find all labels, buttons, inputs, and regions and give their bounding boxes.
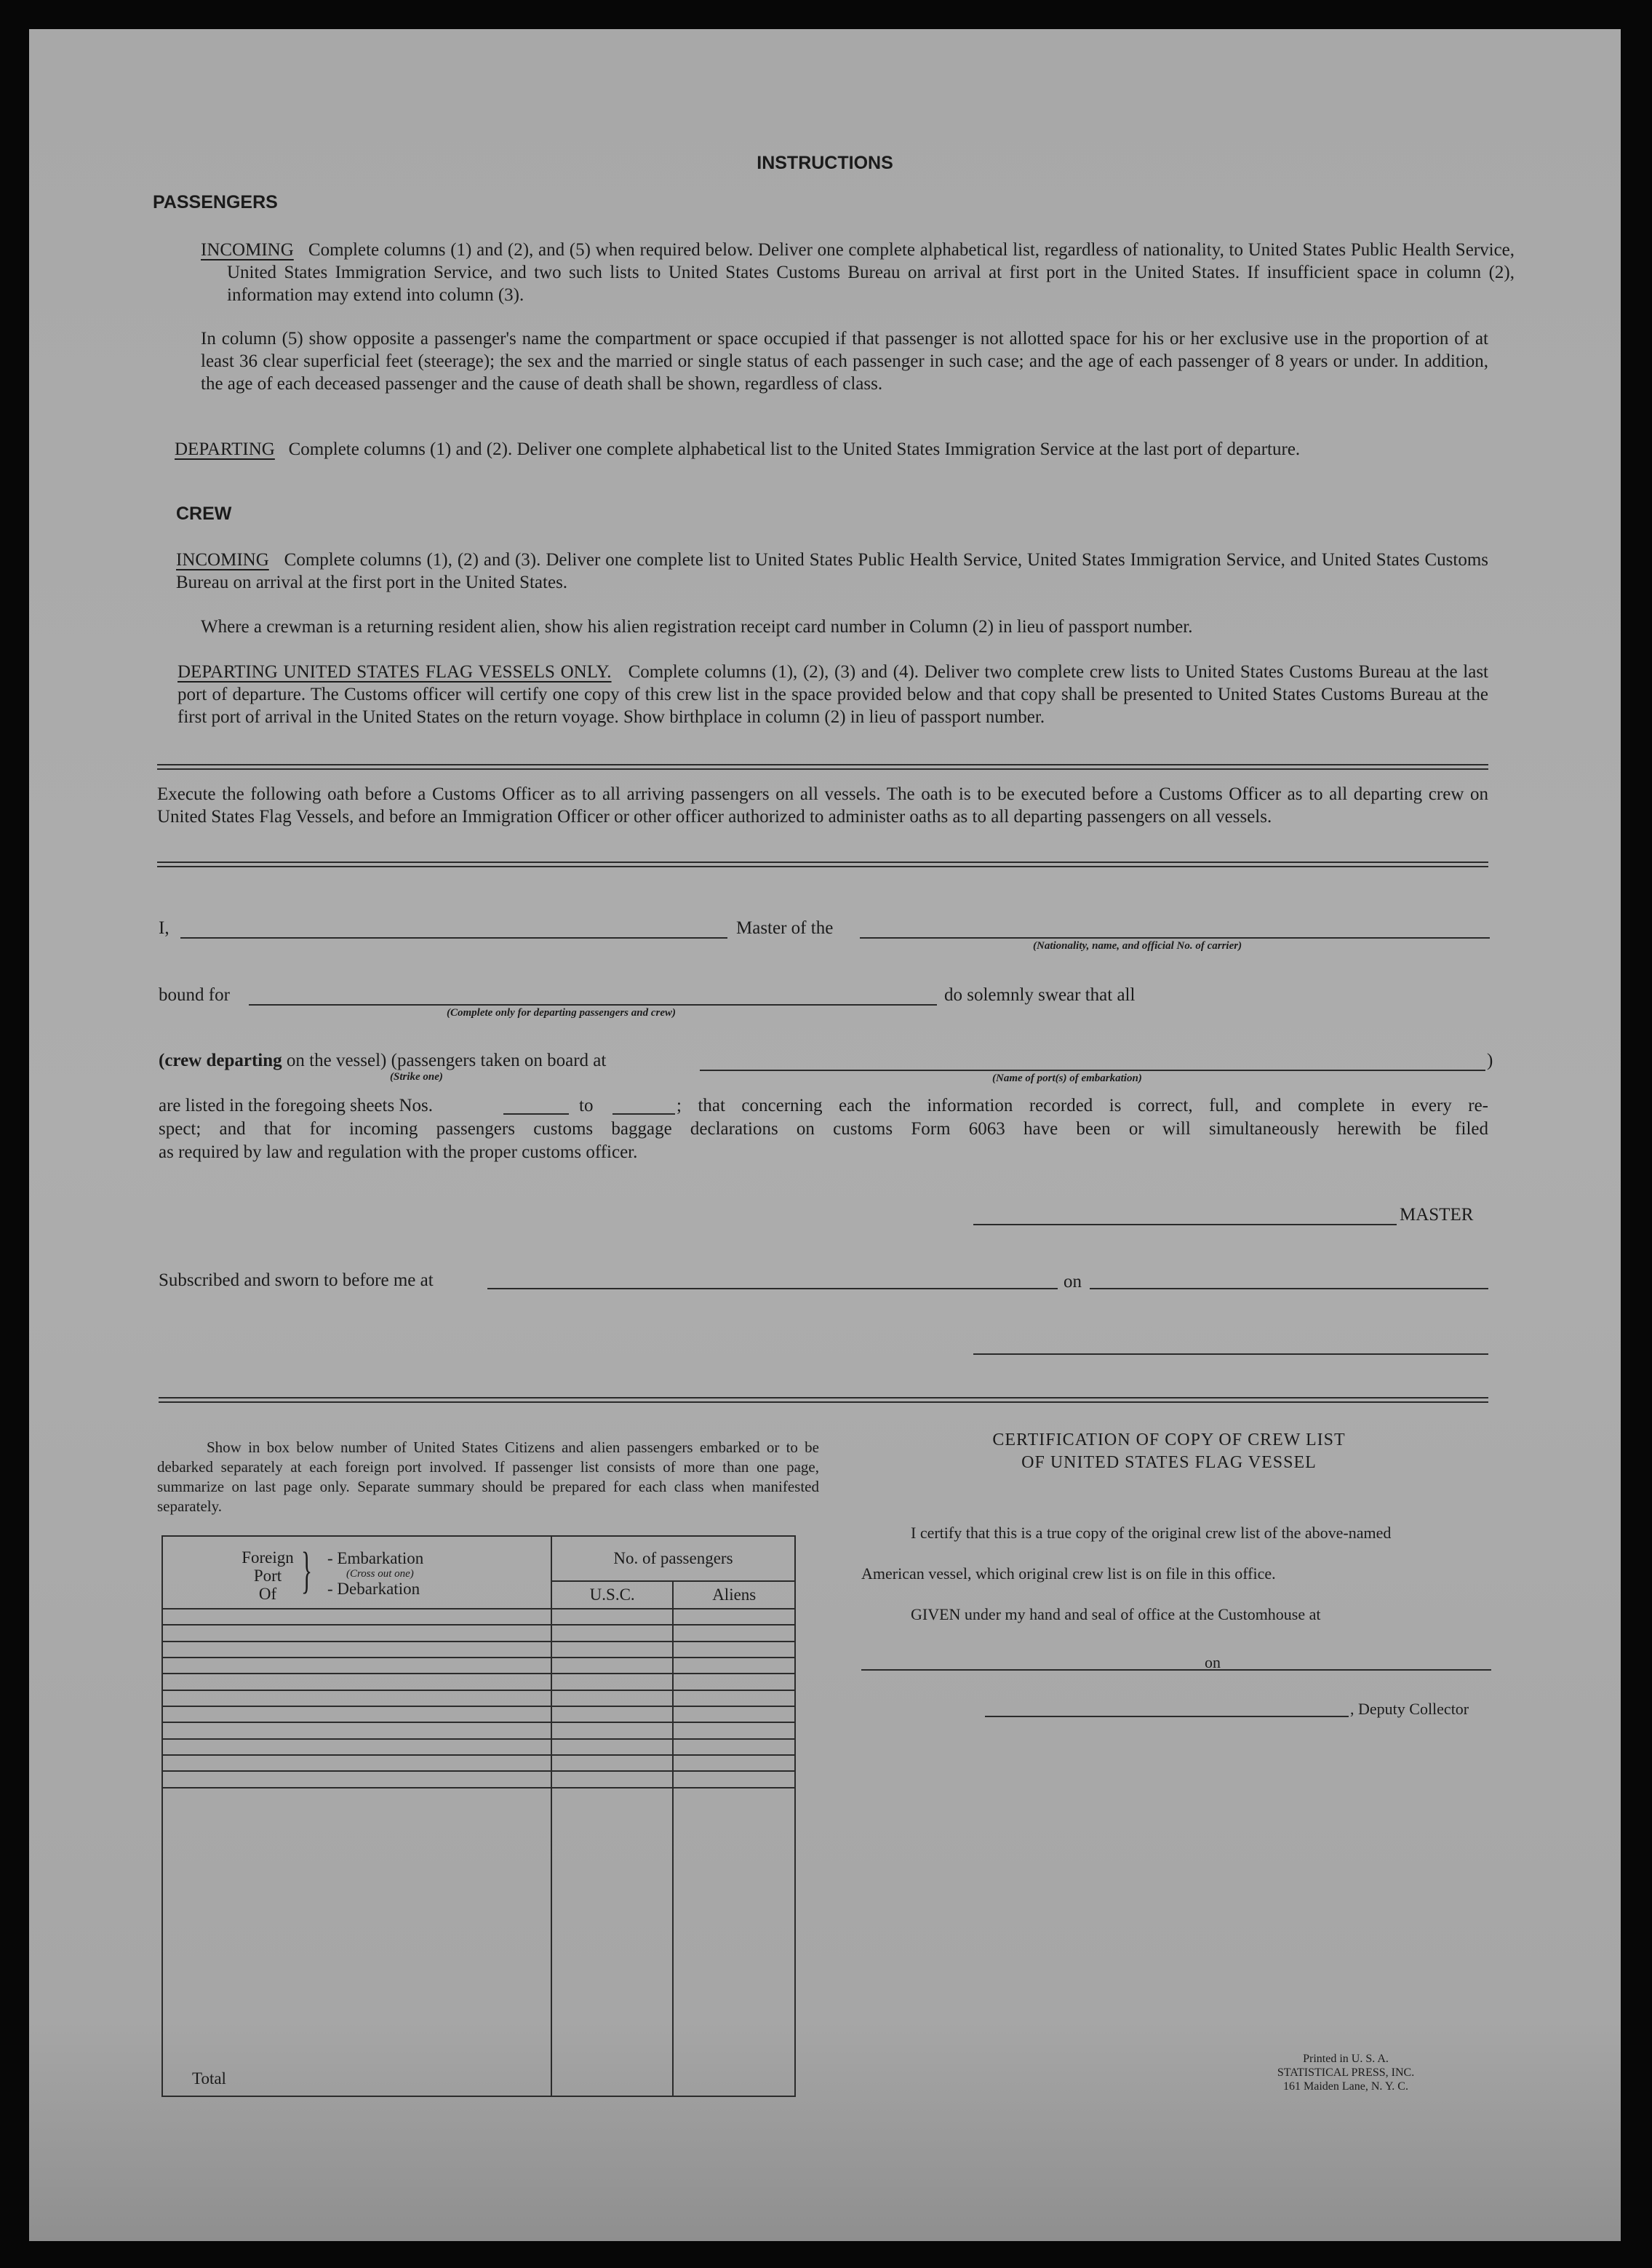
port-label: Port <box>253 1567 282 1585</box>
certification-title <box>889 1429 1449 1474</box>
usc-cell[interactable] <box>551 1658 674 1674</box>
table-row <box>162 1658 795 1674</box>
port-cell[interactable] <box>162 1674 551 1690</box>
oath-line-3: as required by law and regulation with the proper customs officer. <box>159 1142 638 1162</box>
master-signature-line[interactable] <box>973 1224 1397 1225</box>
master-name-line[interactable] <box>180 937 727 939</box>
embarkation-option[interactable]: - Embarkation <box>327 1549 424 1567</box>
master-label: MASTER <box>1400 1205 1474 1225</box>
certification-title-line2: OF UNITED STATES FLAG VESSEL <box>1021 1453 1317 1472</box>
ports-caption: (Name of port(s) of embarkation) <box>992 1073 1142 1084</box>
oath-intro: Execute the following oath before a Customs Officer as to all arriving passengers on all vessels. The oath is to be executed before a Customs Officer as to all departing crew on United States Flag Vessels, and before an Immigration Officer or other officer authorized to administer oaths as to all departing passengers on all vessels. <box>157 784 1488 827</box>
to-label: to <box>579 1096 594 1115</box>
passengers-heading: PASSENGERS <box>153 192 278 212</box>
aliens-cell[interactable] <box>673 1625 795 1641</box>
usc-cell[interactable] <box>551 1625 674 1641</box>
crew-incoming-paragraph <box>176 549 1488 594</box>
crew-incoming-text: Complete columns (1), (2) and (3). Deliver one complete list to United States Public Health Service, United States Immigration Service, and United States Customs Bureau on arrival at the first port in the United States. <box>176 550 1489 592</box>
passengers-incoming-paragraph <box>201 239 1515 306</box>
passengers-departing-paragraph <box>175 438 1488 461</box>
cross-out-caption: (Cross out one) <box>346 1568 414 1580</box>
certification-on-label: on <box>1205 1653 1221 1671</box>
aliens-cell[interactable] <box>673 1609 795 1625</box>
deputy-signature-line[interactable] <box>985 1716 1349 1717</box>
crew-departing-text: Complete columns (1), (2), (3) and (4). Deliver two complete crew lists to United States Customs Bureau at the last port of departure. The Customs officer will certify one copy of this crew list in the space provided below and that copy shall be presented to United States Customs Bureau at the first port of arrival in the United States on the return voyage. Show birthplace in column (2) in lieu of passport number. <box>177 662 1488 727</box>
table-row <box>162 1609 795 1625</box>
divider <box>157 862 1488 867</box>
total-row <box>162 1788 795 2096</box>
aliens-cell[interactable] <box>673 1690 795 1706</box>
usc-cell[interactable] <box>551 1642 674 1658</box>
form-page <box>29 29 1621 2241</box>
aliens-cell[interactable] <box>673 1739 795 1755</box>
printer-imprint <box>1251 2052 1440 2093</box>
close-paren: ) <box>1487 1051 1493 1070</box>
strike-one-caption: (Strike one) <box>390 1071 443 1083</box>
port-cell[interactable] <box>162 1690 551 1706</box>
ports-line[interactable] <box>700 1070 1485 1071</box>
deputy-collector-label: , Deputy Collector <box>1350 1700 1469 1718</box>
certification-text-1: I certify that this is a true copy of the original crew list of the above-named <box>911 1524 1392 1542</box>
header-cell-port <box>162 1536 551 1609</box>
usc-total-cell[interactable] <box>551 1788 674 2096</box>
usc-cell[interactable] <box>551 1706 674 1722</box>
crew-resident-paragraph: Where a crewman is a returning resident alien, show his alien registration receipt card number in Column (2) in lieu of passport number. <box>201 617 1193 637</box>
port-cell[interactable] <box>162 1706 551 1722</box>
sworn-place-line[interactable] <box>487 1288 1058 1289</box>
sheet-to-line[interactable] <box>612 1113 675 1115</box>
aliens-header: Aliens <box>673 1581 795 1609</box>
table-row <box>162 1642 795 1658</box>
usc-cell[interactable] <box>551 1739 674 1755</box>
customhouse-line[interactable] <box>861 1669 1231 1671</box>
table-row <box>162 1739 795 1755</box>
bound-for-label: bound for <box>159 985 230 1005</box>
aliens-cell[interactable] <box>673 1771 795 1787</box>
table-row <box>162 1690 795 1706</box>
usc-cell[interactable] <box>551 1690 674 1706</box>
usc-cell[interactable] <box>551 1755 674 1771</box>
aliens-cell[interactable] <box>673 1706 795 1722</box>
table-row <box>162 1674 795 1690</box>
passenger-summary-table <box>161 1535 796 2097</box>
foreign-label: Foreign <box>242 1548 294 1567</box>
summary-instructions: Show in box below number of United States Citizens and alien passengers embarked or to be debarked separately at each foreign port involved. If passenger list consists of more than one page, summarize on last page only. Separate summary should be prepared for each class when manifested separately. <box>157 1439 819 1515</box>
carrier-caption: (Nationality, name, and official No. of carrier) <box>1033 940 1242 952</box>
aliens-cell[interactable] <box>673 1722 795 1738</box>
certification-given: GIVEN under my hand and seal of office at the Customhouse at <box>911 1605 1321 1623</box>
listed-rest: ; that concerning each the information recorded is correct, full, and complete in every re- <box>677 1096 1488 1115</box>
certification-date-line[interactable] <box>1231 1669 1491 1671</box>
usc-header: U.S.C. <box>551 1581 674 1609</box>
port-cell[interactable] <box>162 1625 551 1641</box>
port-cell[interactable] <box>162 1771 551 1787</box>
certification-title-line1: CERTIFICATION OF COPY OF CREW LIST <box>992 1431 1346 1449</box>
table-row <box>162 1771 795 1787</box>
printer-line2: STATISTICAL PRESS, INC. <box>1277 2066 1415 2079</box>
divider <box>159 1397 1488 1403</box>
brace-glyph: } <box>301 1543 313 1599</box>
oath-i-label: I, <box>159 918 169 938</box>
printer-line3: 161 Maiden Lane, N. Y. C. <box>1283 2080 1408 2093</box>
port-cell[interactable] <box>162 1755 551 1771</box>
sworn-date-line[interactable] <box>1090 1288 1488 1289</box>
usc-cell[interactable] <box>551 1674 674 1690</box>
on-vessel-text: on the vessel) (passengers taken on board at <box>286 1051 607 1070</box>
sworn-on-label: on <box>1064 1272 1082 1292</box>
debarkation-option[interactable]: - Debarkation <box>327 1580 420 1598</box>
listed-in-label: are listed in the foregoing sheets Nos. <box>159 1096 433 1115</box>
oath-line-2: spect; and that for incoming passengers customs baggage declarations on customs Form 6063 have been or will simultaneously herewith be filed <box>159 1119 1488 1139</box>
master-of-the-label: Master of the <box>736 918 834 938</box>
port-cell[interactable] <box>162 1609 551 1625</box>
aliens-cell[interactable] <box>673 1674 795 1690</box>
subscribed-label: Subscribed and sworn to before me at <box>159 1270 434 1290</box>
sheet-from-line[interactable] <box>503 1113 569 1115</box>
carrier-line[interactable] <box>860 937 1490 939</box>
port-cell[interactable] <box>162 1642 551 1658</box>
passengers-incoming-text: Complete columns (1) and (2), and (5) when required below. Deliver one complete alphabetical list, regardless of nationality, to United States Public Health Service, United States Immigration Service, and two such lists to United States Customs Bureau on arrival at first port in the United States. If insufficient space in column (2), information may extend into column (3). <box>227 240 1515 305</box>
port-cell[interactable] <box>162 1722 551 1738</box>
passengers-incoming-label: INCOMING <box>201 240 294 260</box>
table-row <box>162 1755 795 1771</box>
crew-incoming-label: INCOMING <box>176 550 269 570</box>
aliens-cell[interactable] <box>673 1642 795 1658</box>
instructions-title: INSTRUCTIONS <box>757 153 893 173</box>
no-of-passengers-header: No. of passengers <box>551 1536 795 1581</box>
bound-for-caption: (Complete only for departing passengers and crew) <box>447 1007 676 1019</box>
port-cell[interactable] <box>162 1658 551 1674</box>
crew-departing-label: DEPARTING UNITED STATES FLAG VESSELS ONLY. <box>177 662 612 682</box>
bound-for-line[interactable] <box>249 1004 937 1006</box>
port-cell[interactable] <box>162 1739 551 1755</box>
passengers-column5-paragraph: In column (5) show opposite a passenger's name the compartment or space occupied if that passenger is not allotted space for his or her exclusive use in the proportion of at least 36 clear superficial feet (steerage); the sex and the married or single status of each passenger in such case; and the age of each passenger of 8 years or under. In addition, the age of each deceased passenger and the cause of death shall be shown, regardless of class. <box>201 329 1488 394</box>
usc-cell[interactable] <box>551 1609 674 1625</box>
passengers-departing-text: Complete columns (1) and (2). Deliver one complete alphabetical list to the United States Immigration Service at the last port of departure. <box>288 439 1301 459</box>
divider <box>157 764 1488 770</box>
total-label: Total <box>162 1788 551 2096</box>
aliens-cell[interactable] <box>673 1755 795 1771</box>
crew-departing-paragraph <box>177 661 1488 728</box>
officer-signature-line[interactable] <box>973 1353 1488 1355</box>
passengers-departing-label: DEPARTING <box>175 439 275 459</box>
strike-one-line <box>159 1051 606 1071</box>
aliens-total-cell[interactable] <box>673 1788 795 2096</box>
usc-cell[interactable] <box>551 1722 674 1738</box>
printer-line1: Printed in U. S. A. <box>1303 2053 1389 2065</box>
crew-departing-option[interactable]: (crew departing <box>159 1051 282 1070</box>
of-label: Of <box>258 1585 277 1603</box>
crew-heading: CREW <box>176 504 232 524</box>
usc-cell[interactable] <box>551 1771 674 1787</box>
certification-text-2: American vessel, which original crew list is on file in this office. <box>861 1564 1276 1583</box>
swear-text: do solemnly swear that all <box>944 985 1136 1005</box>
aliens-cell[interactable] <box>673 1658 795 1674</box>
table-row <box>162 1722 795 1738</box>
table-row <box>162 1706 795 1722</box>
table-row <box>162 1625 795 1641</box>
